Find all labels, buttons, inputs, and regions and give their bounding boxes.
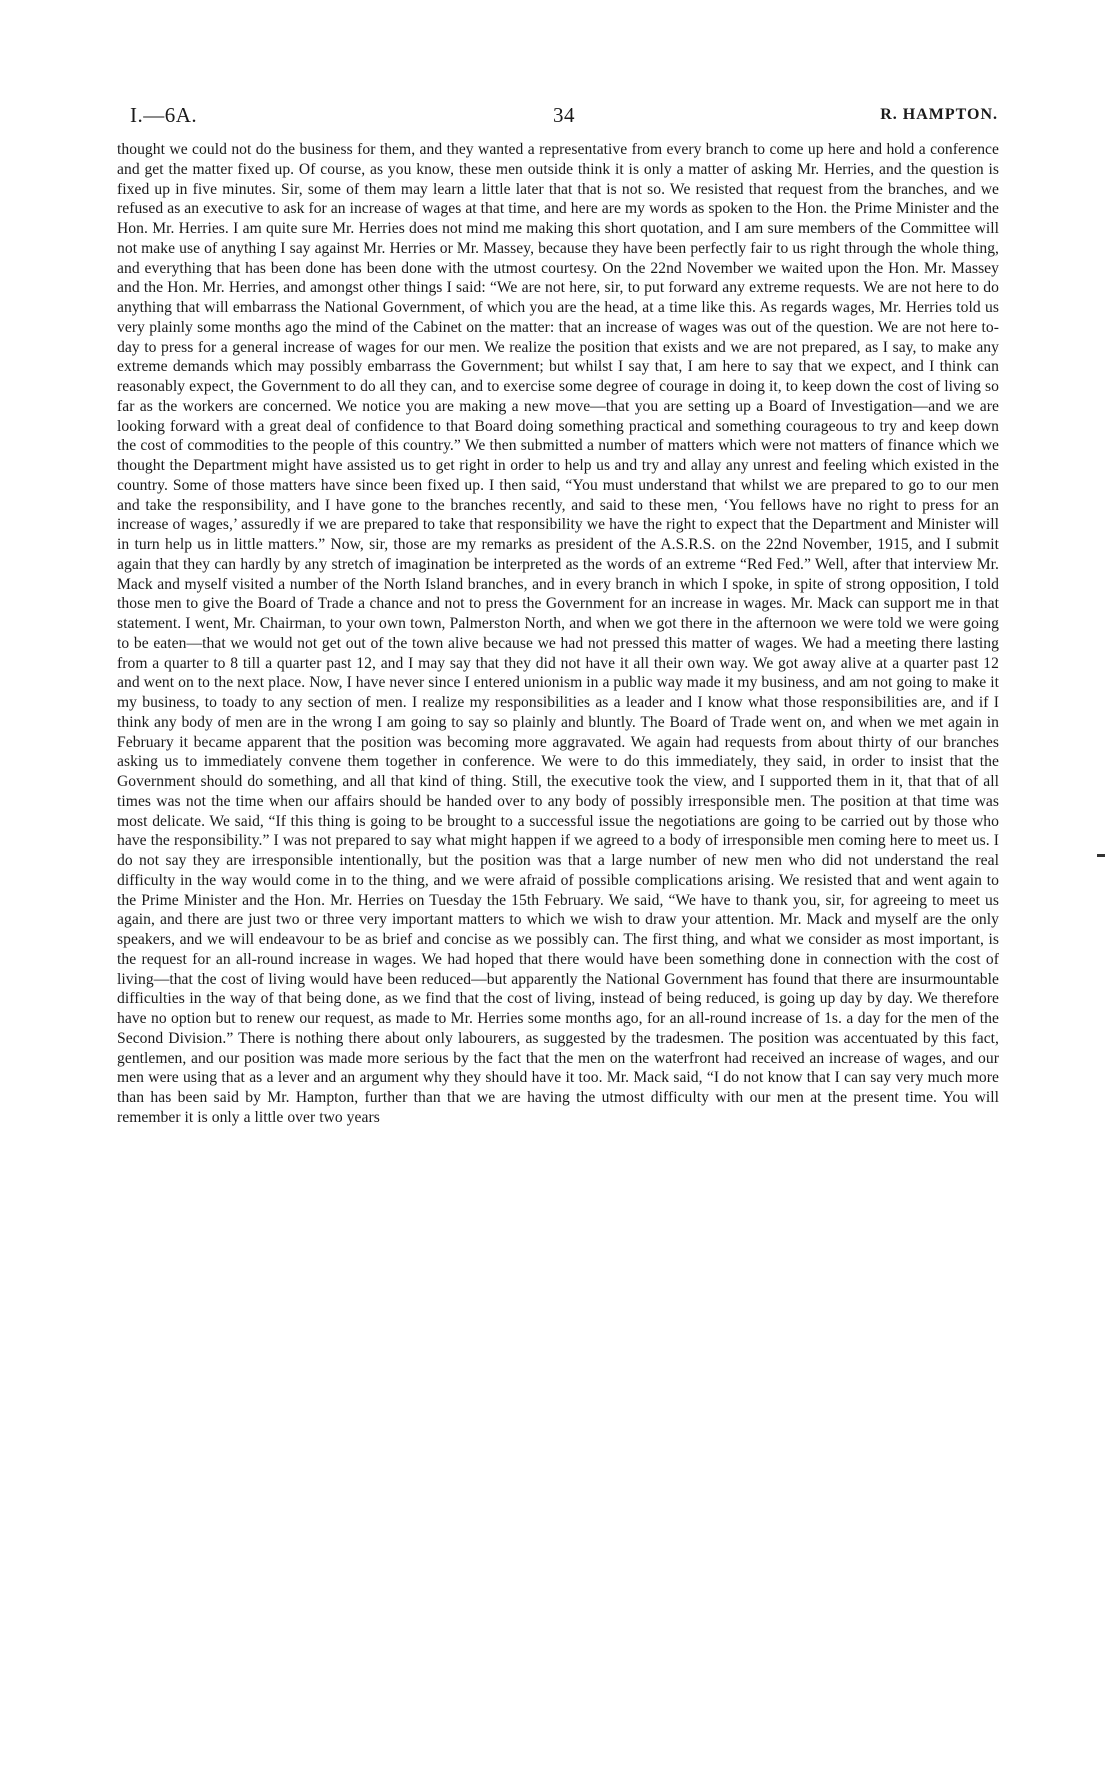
document-reference: I.—6A. [130,103,198,127]
margin-mark [1097,854,1105,857]
page-header [130,103,998,131]
page-number: 34 [553,103,575,127]
speaker-name: R. HAMPTON. [880,106,998,123]
body-paragraph: thought we could not do the business for them, and they wanted a representative from every branch to come up here and hold a conference and get the matter fixed up. Of course, as you know, these men outside think it is only a matter of asking Mr. Herries, and the question is fixed up in five minutes. Sir, some of them may learn a little later that that is not so. We resisted that request from the branches, and we refused as an executive to ask for an increase of wages at that time, and here are my words as spoken to the Hon. the Prime Minister and the Hon. Mr. Herries. I am quite sure Mr. Herries does not mind me making this short quotation, and I am sure members of the Committee will not make use of anything I say against Mr. Herries or Mr. Massey, because they have been perfectly fair to us right through the whole thing, and everything that has been done has been done with the utmost courtesy. On the 22nd November we waited upon the Hon. Mr. Massey and the Hon. Mr. Herries, and amongst other things I said: “We are not here, sir, to put forward any extreme requests. We are not here to do anything that will embarrass the National Government, of which you are the head, at a time like this. As regards wages, Mr. Herries told us very plainly some months ago the mind of the Cabinet on the matter: that an increase of wages was out of the question. We are not here to-day to press for a general increase of wages for our men. We realize the position that exists and we are not prepared, as I say, to make any extreme demands which may possibly embarrass the Government; but whilst I say that, I am here to say that we expect, and I think can reasonably expect, the Government to do all they can, and to exercise some degree of courage in doing it, to keep down the cost of living so far as the workers are concerned. We notice you are making a new move—that you are setting up a Board of Investigation—and we are looking forward with a great deal of confidence to that Board doing something practical and something courageous to try and keep down the cost of commodities to the people of this country.” We then submitted a number of matters which were not matters of finance which we thought the Department might have assisted us to get right in order to help us and try and allay any unrest and feeling which existed in the country. Some of those matters have since been fixed up. I then said, “You must understand that whilst we are prepared to go to our men and take the responsibility, and I have gone to the branches recently, and said to these men, ‘You fellows have no right to press for an increase of wages,’ assuredly if we are prepared to take that responsibility we have the right to expect that the Department and Minister will in turn help us in little matters.” Now, sir, those are my remarks as president of the A.S.R.S. on the 22nd November, 1915, and I submit again that they can hardly by any stretch of imagination be interpreted as the words of an extreme “Red Fed.” Well, after that interview Mr. Mack and myself visited a number of the North Island branches, and in every branch in which I spoke, in spite of strong opposition, I told those men to give the Board of Trade a chance and not to press the Government for an increase in wages. Mr. Mack can support me in that statement. I went, Mr. Chairman, to your own town, Palmerston North, and when we got there in the afternoon we were told we were going to be eaten—that we would not get out of the town alive because we had not pressed this matter of wages. We had a meeting there lasting from a quarter to 8 till a quarter past 12, and I may say that they did not have it all their own way. We got away alive at a quarter past 12 and went on to the next place. Now, I have never since I entered unionism in a public way made it my business, and am not going to make it my business, to toady to any section of men. I realize my responsibilities as a leader and I know what those responsibilities are, and if I think any body of men are in the wrong I am going to say so plainly and bluntly. The Board of Trade went on, and when we met again in February it became apparent that the position was becoming more aggravated. We again had requests from about thirty of our branches asking us to immediately convene them together in conference. We were to do this immediately, they said, in order to insist that the Government should do something, and all that kind of thing. Still, the executive took the view, and I supported them in it, that that of all times was not the time when our affairs should be handed over to any body of possibly irresponsible men. The position at that time was most delicate. We said, “If this thing is going to be brought to a successful issue the negotiations are going to be carried out by those who have the responsibility.” I was not prepared to say what might happen if we agreed to a body of irresponsible men coming here to meet us. I do not say they are irresponsible intentionally, but the position was that a large number of new men who did not understand the real difficulty in the way would come in to the thing, and we were afraid of possible complications arising. We resisted that and went again to the Prime Minister and the Hon. Mr. Herries on Tuesday the 15th February. We said, “We have to thank you, sir, for agreeing to meet us again, and there are just two or three very important matters to which we wish to draw your attention. Mr. Mack and myself are the only speakers, and we will endeavour to be as brief and concise as we possibly can. The first thing, and what we consider as most important, is the request for an all-round increase in wages. We had hoped that there would have been something done in connection with the cost of living—that the cost of living would have been reduced—but apparently the National Government has found that there are insurmountable difficulties in the way of that being done, as we find that the cost of living, instead of being reduced, is going up day by day. We therefore have no option but to renew our request, as made to Mr. Herries some months ago, for an all-round increase of 1s. a day for the men of the Second Division.” There is nothing there about only labourers, as suggested by the tradesmen. The position was accentuated by this fact, gentlemen, and our position was made more serious by the fact that the men on the waterfront had received an increase of wages, and our men were using that as a lever and an argument why they should have it too. Mr. Mack said, “I do not know that I can say very much more than has been said by Mr. Hampton, further than that we are having the utmost difficulty with our men at the present time. You will remember it is only a little over two years [117,141,999,1126]
